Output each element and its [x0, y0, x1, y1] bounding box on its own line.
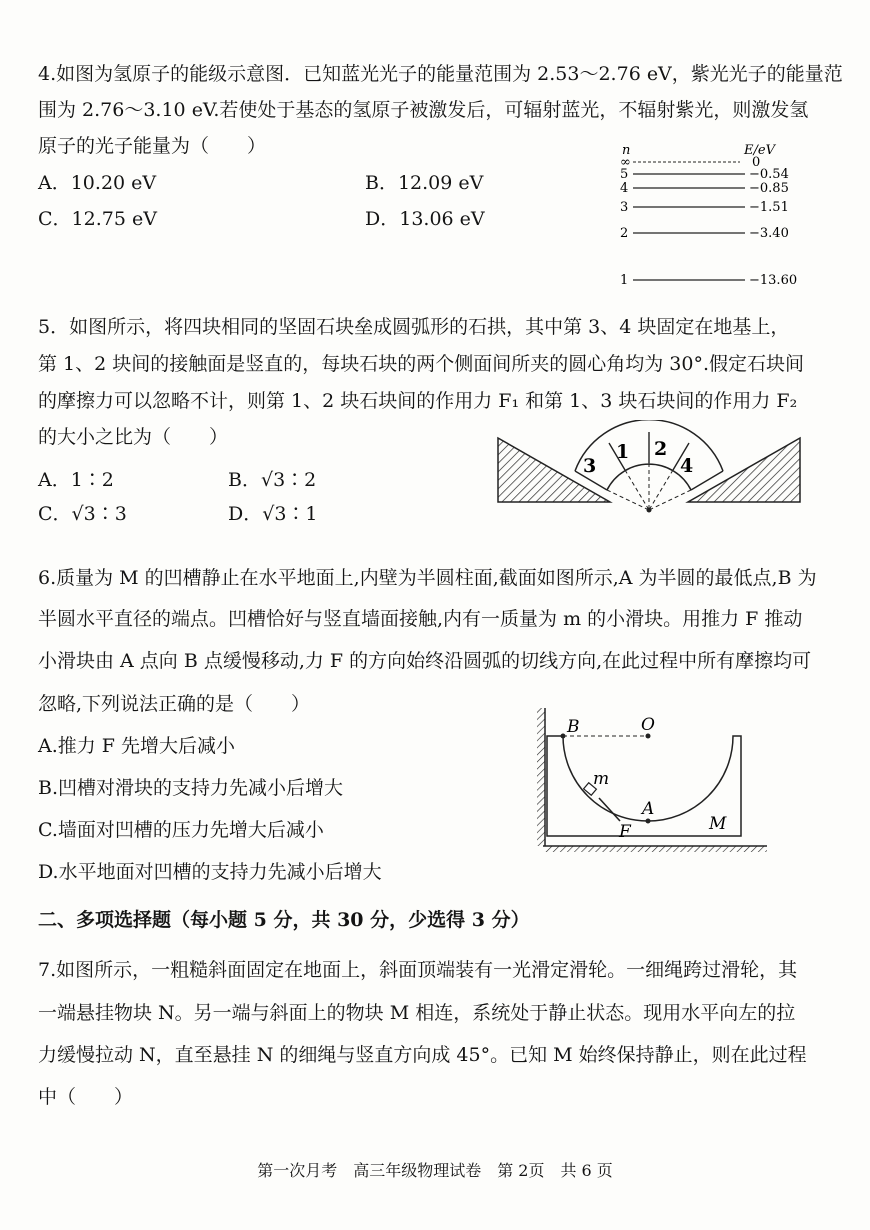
q7-line-4: 中（ ）	[38, 1086, 134, 1108]
radius-left	[625, 470, 649, 510]
block-label-2: 2	[654, 438, 668, 460]
radius-far-right	[649, 490, 691, 510]
q5-line-3: 的摩擦力可以忽略不计，则第 1、2 块石块间的作用力 F₁ 和第 1、3 块石块间的作用力 F₂	[38, 390, 798, 412]
q6-line-2: 半圆水平直径的端点。凹槽恰好与竖直墙面接触,内有一质量为 m 的小滑块。用推力 F 推动	[38, 608, 803, 630]
right-foundation	[688, 438, 800, 502]
label-b: B	[567, 717, 580, 737]
label-a: A	[642, 799, 655, 819]
force-f-arrow	[599, 798, 620, 821]
label-big-m: M	[709, 814, 727, 834]
energy-n-label: n	[622, 143, 631, 158]
page-footer: 第一次月考 高三年级物理试卷 第 2页 共 6 页	[257, 1161, 613, 1180]
level-1-n: 1	[620, 273, 629, 288]
q6-line-4: 忽略,下列说法正确的是（ ）	[38, 693, 311, 715]
q5-option-d: D．√3∶1	[228, 503, 318, 525]
q4-option-b: B．12.09 eV	[365, 172, 484, 194]
level-4-e: −0.85	[749, 181, 789, 196]
q4-line-3: 原子的光子能量为（ ）	[38, 135, 267, 157]
level-4-n: 4	[620, 181, 629, 196]
q4-line-1: 4.如图为氢原子的能级示意图．已知蓝光光子的能量范围为 2.53～2.76 eV，紫光光子的能量范	[38, 63, 843, 85]
level-2-n: 2	[620, 226, 629, 241]
q6-line-3: 小滑块由 A 点向 B 点缓慢移动,力 F 的方向始终沿圆弧的切线方向,在此过程中所有摩擦均可	[38, 650, 812, 672]
q5-option-c: C．√3∶3	[38, 503, 127, 525]
wall-hatch	[537, 708, 545, 846]
level-5-e: −0.54	[749, 167, 789, 182]
arch-center-point	[647, 508, 652, 513]
q4-option-a: A．10.20 eV	[38, 172, 157, 194]
q5-option-a: A．1∶2	[38, 469, 114, 491]
level-5-n: 5	[620, 167, 629, 182]
groove-diagram	[535, 700, 775, 860]
ground-hatch	[545, 846, 767, 852]
energy-level-diagram	[600, 135, 820, 295]
block-label-1: 1	[616, 441, 630, 463]
radius-far-left	[607, 490, 649, 510]
q5-line-1: 5．如图所示，将四块相同的坚固石块垒成圆弧形的石拱，其中第 3、4 块固定在地基上，	[38, 316, 790, 338]
level-1-e: −13.60	[749, 273, 798, 288]
level-3-e: −1.51	[749, 200, 789, 215]
q6-option-b: B.凹槽对滑块的支持力先减小后增大	[38, 777, 344, 799]
level-3-n: 3	[620, 200, 629, 215]
energy-e-label: E/eV	[744, 143, 775, 158]
level-2-e: −3.40	[749, 226, 789, 241]
level-inf-e: 0	[752, 155, 761, 170]
q6-option-a: A.推力 F 先增大后减小	[38, 735, 236, 757]
q7-line-2: 一端悬挂物块 N。另一端与斜面上的物块 M 相连，系统处于静止状态。现用水平向左的拉	[38, 1002, 796, 1024]
q6-option-c: C.墙面对凹槽的压力先增大后减小	[38, 819, 324, 841]
point-b	[561, 734, 566, 739]
q4-option-c: C．12.75 eV	[38, 208, 157, 230]
q5-line-4: 的大小之比为（ ）	[38, 426, 229, 448]
label-f: F	[619, 822, 631, 842]
q7-line-1: 7.如图所示，一粗糙斜面固定在地面上，斜面顶端装有一光滑定滑轮。一细绳跨过滑轮，其	[38, 959, 798, 981]
q5-option-b: B．√3∶2	[228, 469, 317, 491]
block-label-4: 4	[680, 455, 694, 477]
point-a	[646, 819, 651, 824]
q7-line-3: 力缓慢拉动 N，直至悬挂 N 的细绳与竖直方向成 45°。已知 M 始终保持静止，则在此过程	[38, 1044, 807, 1066]
q6-line-1: 6.质量为 M 的凹槽静止在水平地面上,内壁为半圆柱面,截面如图所示,A 为半圆的最低点,B 为	[38, 567, 817, 589]
q5-line-2: 第 1、2 块间的接触面是竖直的，每块石块的两个侧面间所夹的圆心角均为 30°.假定石块间	[38, 353, 805, 375]
level-inf-n: ∞	[620, 155, 631, 170]
q6-option-d: D.水平地面对凹槽的支持力先减小后增大	[38, 861, 382, 883]
label-m: m	[593, 769, 610, 789]
q4-line-2: 围为 2.76～3.10 eV.若使处于基态的氢原子被激发后，可辐射蓝光，不辐射紫光，则激发氢	[38, 99, 809, 121]
section-2-heading: 二、多项选择题（每小题 5 分，共 30 分，少选得 3 分）	[38, 909, 530, 931]
block-label-3: 3	[583, 455, 597, 477]
stone-arch-diagram	[490, 420, 810, 520]
q4-option-d: D．13.06 eV	[365, 208, 485, 230]
radius-right	[649, 470, 673, 510]
label-o: O	[641, 715, 655, 735]
